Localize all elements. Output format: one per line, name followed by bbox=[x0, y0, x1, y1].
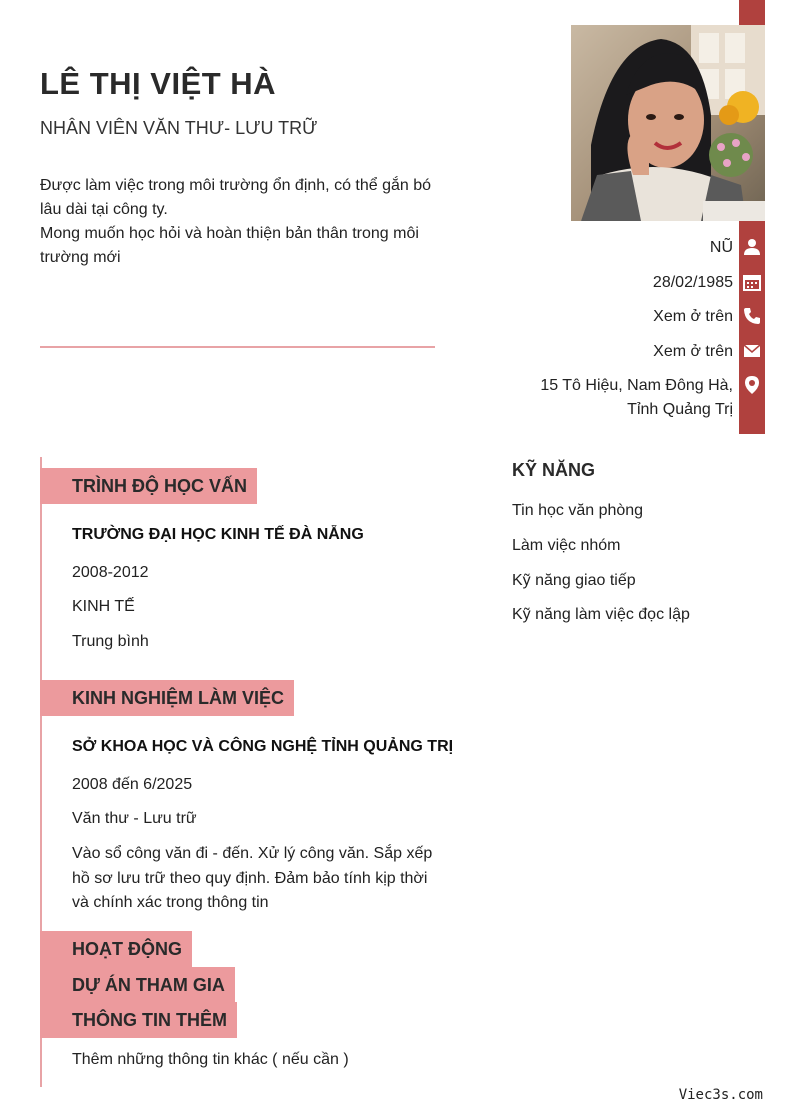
skills-title: KỸ NĂNG bbox=[512, 460, 596, 480]
location-icon bbox=[739, 372, 765, 398]
mail-icon bbox=[739, 338, 765, 364]
experience-title: KINH NGHIỆM LÀM VIỆC bbox=[40, 680, 294, 716]
education-title: TRÌNH ĐỘ HỌC VẤN bbox=[40, 468, 257, 504]
experience-description: Vào sổ công văn đi - đến. Xử lý công văn. Sắp xếp hồ sơ lưu trữ theo quy định. Đảm bảo tính kịp thời và chính xác trong thông tin bbox=[72, 845, 433, 911]
skill-item: Kỹ năng giao tiếp bbox=[512, 572, 636, 589]
additional-title: THÔNG TIN THÊM bbox=[40, 1002, 237, 1038]
projects-title: DỰ ÁN THAM GIA bbox=[40, 967, 235, 1003]
job-position: NHÂN VIÊN VĂN THƯ- LƯU TRỮ bbox=[40, 118, 318, 138]
skill-item: Làm việc nhóm bbox=[512, 537, 621, 554]
experience-role: Văn thư - Lưu trữ bbox=[72, 810, 197, 827]
birthday-value: 28/02/1985 bbox=[652, 274, 733, 291]
career-objective bbox=[40, 174, 440, 270]
gender-value: NŨ bbox=[709, 239, 733, 256]
calendar-icon bbox=[739, 269, 765, 295]
skill-item: Tin học văn phòng bbox=[512, 502, 644, 519]
phone-value: Xem ở trên bbox=[653, 308, 733, 325]
address-line: Tỉnh Quảng Trị bbox=[627, 401, 733, 418]
phone-icon bbox=[739, 303, 765, 329]
skill-item: Kỹ năng làm việc đọc lập bbox=[512, 606, 690, 623]
profile-photo bbox=[571, 25, 765, 221]
email-value: Xem ở trên bbox=[653, 343, 733, 360]
address-value bbox=[540, 374, 733, 422]
objective-line: Mong muốn học hỏi và hoàn thiện bản thân trong môi trường mới bbox=[40, 225, 419, 266]
school-name: TRƯỜNG ĐẠI HỌC KINH TẾ ĐÀ NẴNG bbox=[72, 526, 364, 543]
user-icon bbox=[739, 234, 765, 260]
education-period: 2008-2012 bbox=[72, 564, 149, 581]
experience-period: 2008 đến 6/2025 bbox=[72, 776, 193, 793]
address-line: 15 Tô Hiệu, Nam Đông Hà, bbox=[540, 377, 733, 394]
objective-line: Được làm việc trong môi trường ổn định, có thể gắn bó lâu dài tại công ty. bbox=[40, 177, 432, 218]
education-grade: Trung bình bbox=[72, 633, 149, 650]
company-name: SỞ KHOA HỌC VÀ CÔNG NGHỆ TỈNH QUẢNG TRỊ bbox=[72, 738, 454, 755]
education-major: KINH TẾ bbox=[72, 598, 135, 615]
header-divider bbox=[40, 346, 435, 348]
additional-text: Thêm những thông tin khác ( nếu cần ) bbox=[72, 1051, 349, 1068]
footer-brand: Viec3s.com bbox=[678, 1087, 763, 1103]
activities-title: HOẠT ĐỘNG bbox=[40, 931, 192, 967]
candidate-name: LÊ THỊ VIỆT HÀ bbox=[40, 66, 277, 101]
